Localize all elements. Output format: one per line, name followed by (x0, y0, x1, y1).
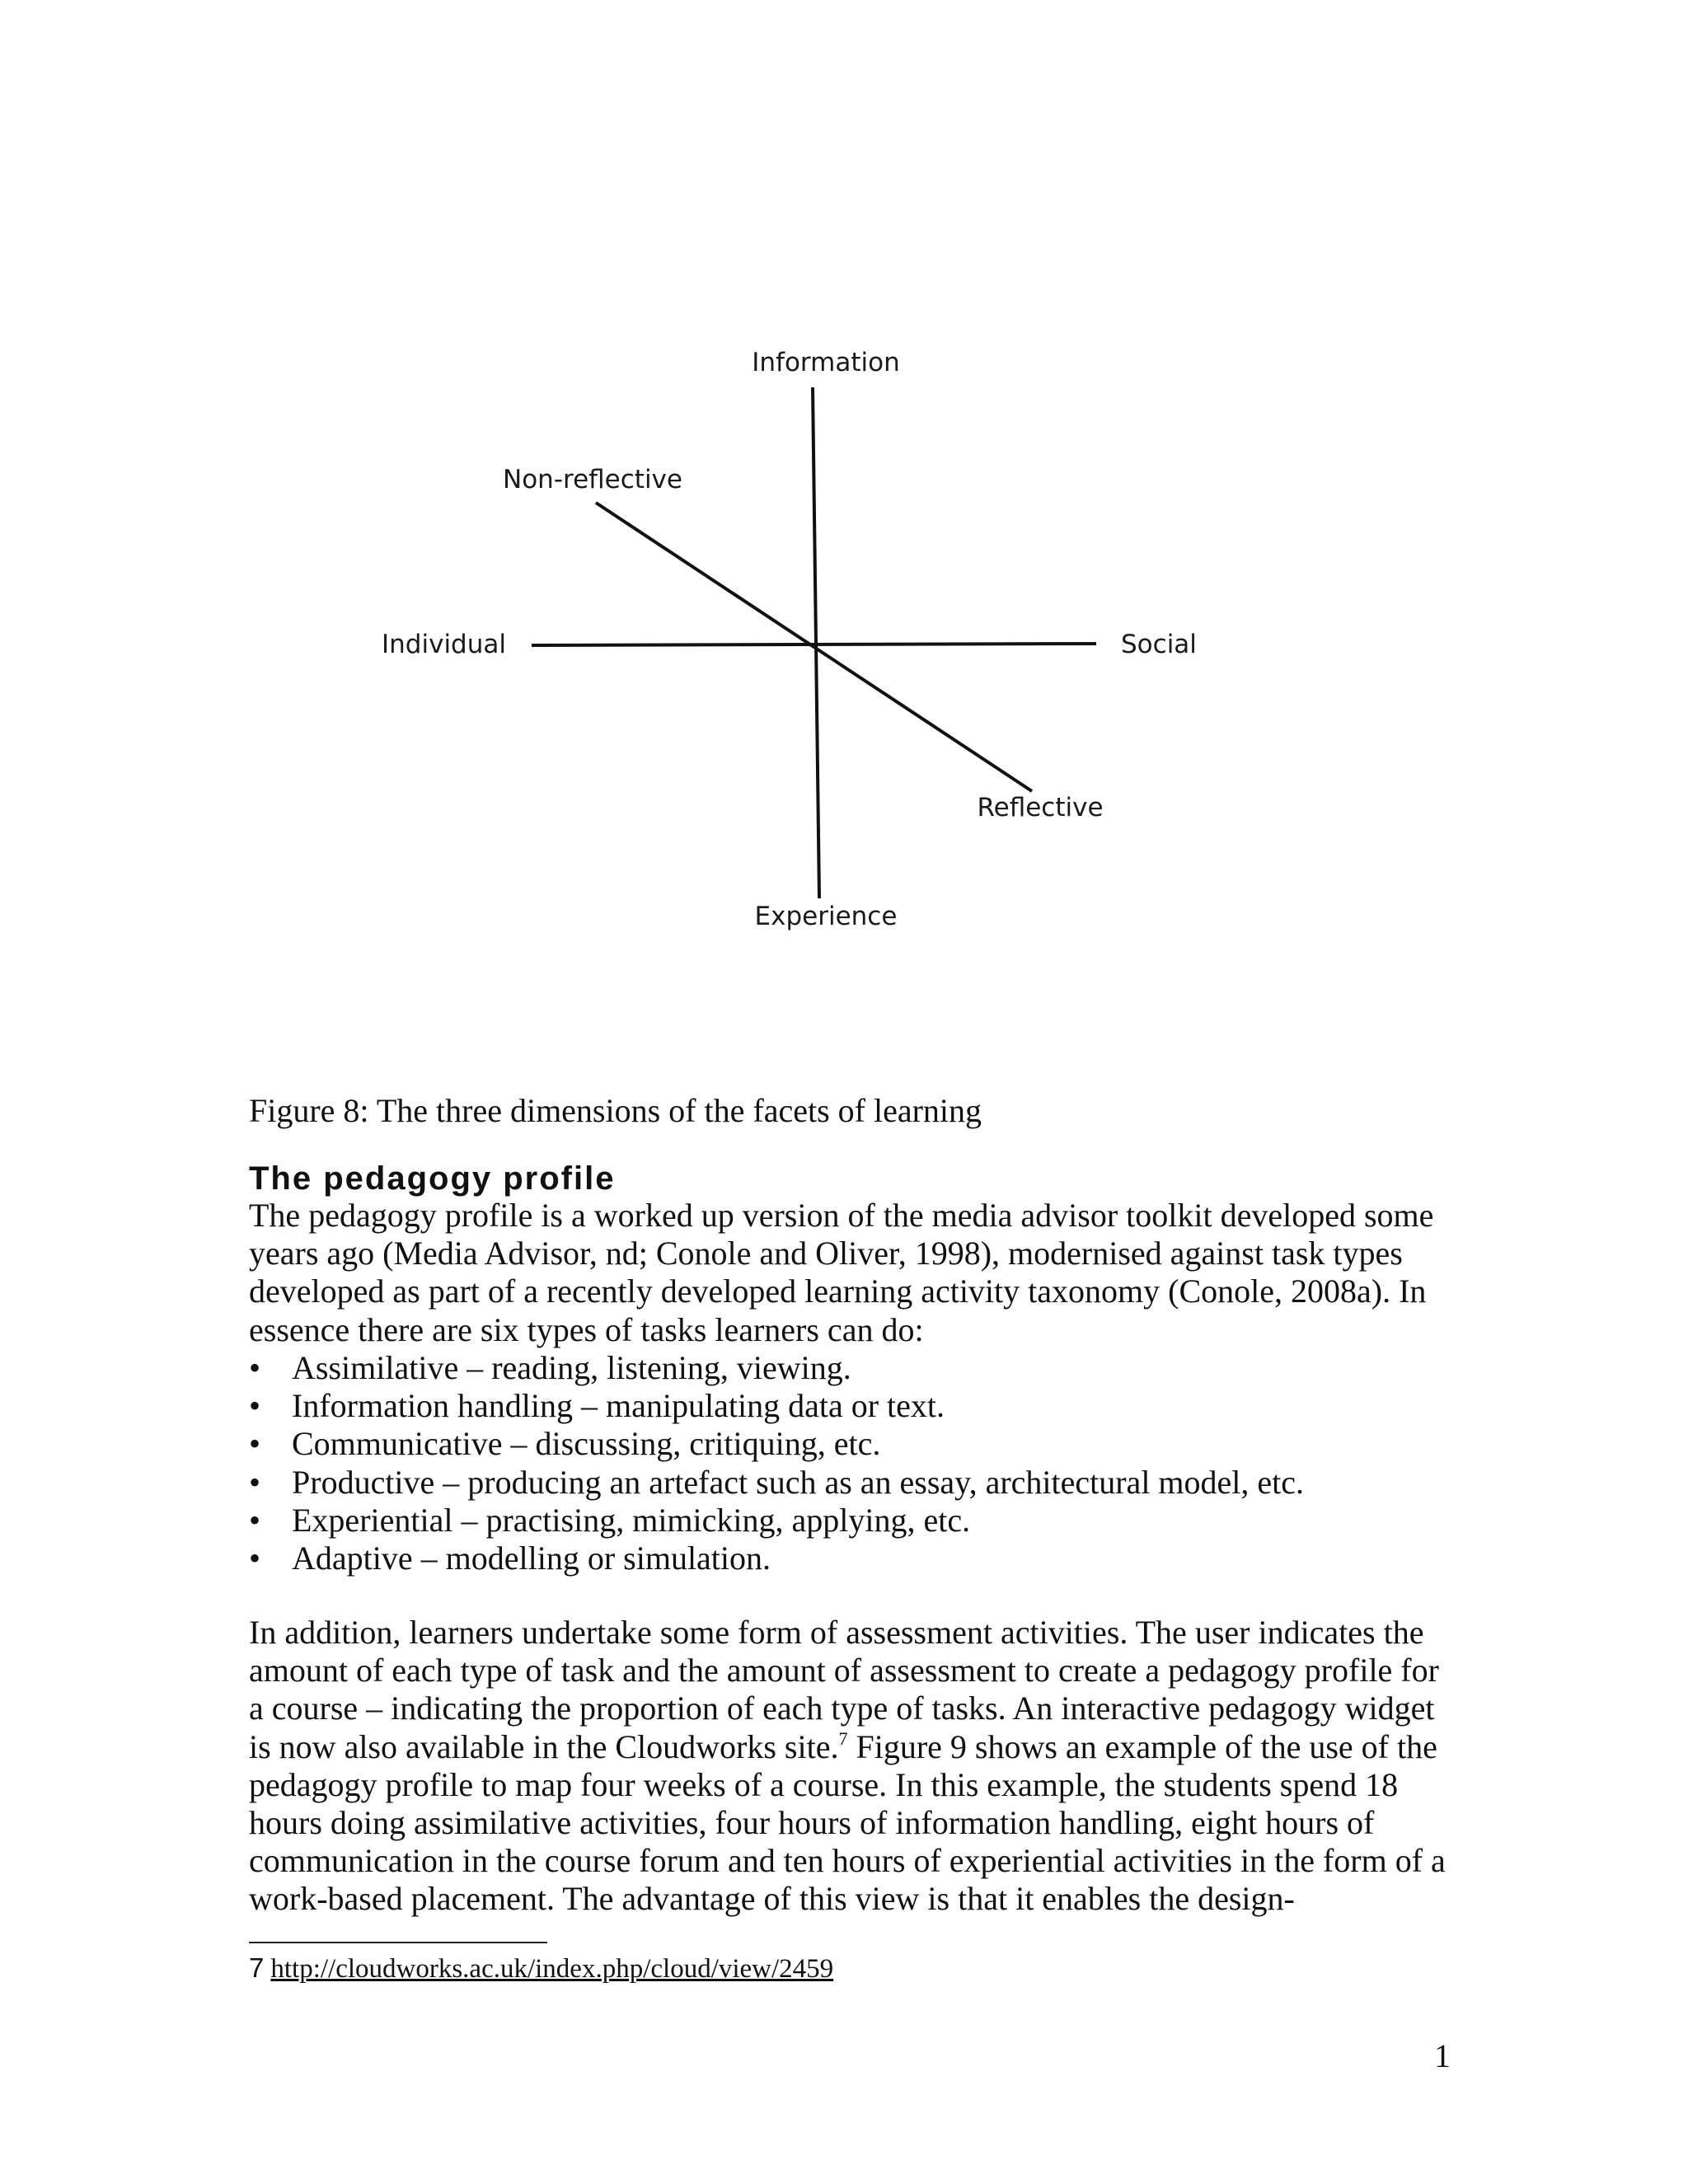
task-types-list (249, 1349, 1452, 1577)
list-item (249, 1425, 1452, 1463)
section-heading: The pedagogy profile (249, 1160, 616, 1197)
label-non-reflective: Non-reflective (503, 465, 682, 494)
list-item-text: Experiential – practising, mimicking, applying, etc. (292, 1501, 971, 1539)
list-item-text: Communicative – discussing, critiquing, etc. (292, 1425, 881, 1463)
assessment-paragraph (249, 1614, 1452, 1919)
list-item (249, 1387, 1452, 1425)
label-individual: Individual (382, 630, 506, 659)
list-item-text: Productive – producing an artefact such as an essay, architectural model, etc. (292, 1463, 1305, 1501)
list-item (249, 1540, 1452, 1577)
page-number: 1 (1434, 2037, 1451, 2074)
facets-of-learning-diagram (0, 0, 1688, 989)
figure-caption: Figure 8: The three dimensions of the facets of learning (249, 1092, 982, 1129)
paragraph-text-part2: Figure 9 shows an example of the use of the pedagogy profile to map four weeks of a course. In this example, the students spend 18 hours doing assimilative activities, four hours of information handling, eight hours of communication in the course forum and ten hours of experiential activities in the form of a work-based placement. The advantage of this view is that it enables the design- (249, 1727, 1446, 1918)
paragraph-text-part1: In addition, learners undertake some form of assessment activities. The user indicates the amount of each type of task and the amount of assessment to create a pedagogy profile for a course – indicating the proportion of each type of tasks. An interactive pedagogy widget is now also available in the Cloudworks site. (249, 1614, 1439, 1765)
footnote-link[interactable]: http://cloudworks.ac.uk/index.php/cloud/view/2459 (270, 1954, 834, 1984)
footnote-divider (249, 1942, 547, 1943)
bullet-icon: • (249, 1539, 261, 1577)
intro-paragraph: The pedagogy profile is a worked up version of the media advisor toolkit developed some years ago (Media Advisor, nd; Conole and Oliver, 1998), modernised against task types developed as part of a recently developed learning activity taxonomy (Conole, 2008a). In essence there are six types of tasks learners can do: (249, 1197, 1434, 1348)
list-item (249, 1502, 1452, 1540)
list-item-text: Adaptive – modelling or simulation. (292, 1539, 771, 1577)
bullet-icon: • (249, 1349, 261, 1386)
label-social: Social (1121, 630, 1197, 659)
bullet-icon: • (249, 1501, 261, 1539)
label-information: Information (752, 348, 900, 377)
bullet-icon: • (249, 1463, 261, 1501)
bullet-icon: • (249, 1425, 261, 1463)
list-item-text: Assimilative – reading, listening, viewing. (292, 1349, 851, 1386)
label-experience: Experience (754, 902, 898, 931)
list-item-text: Information handling – manipulating data or text. (292, 1387, 945, 1425)
list-item (249, 1464, 1452, 1502)
footnote-reference[interactable]: 7 (838, 1727, 848, 1749)
list-item (249, 1349, 1452, 1387)
bullet-icon: • (249, 1387, 261, 1425)
footnote (249, 1952, 833, 1985)
footnote-number: 7 (249, 1952, 265, 1983)
label-reflective: Reflective (977, 793, 1104, 823)
